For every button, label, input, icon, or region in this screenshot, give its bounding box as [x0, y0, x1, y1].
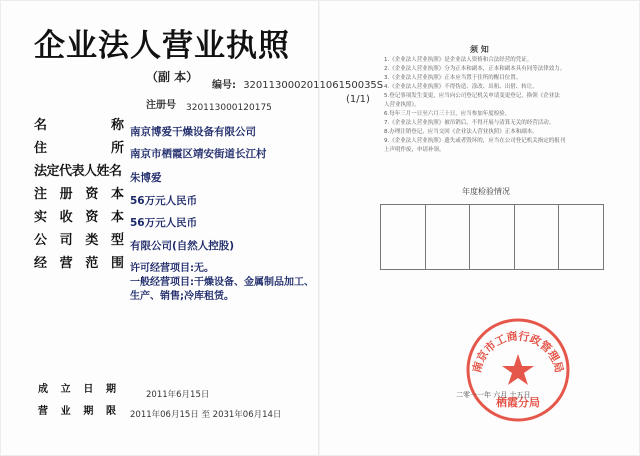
label-char: 资 — [85, 187, 99, 202]
label-char: 所 — [110, 141, 124, 156]
label-char: 注 — [34, 187, 48, 202]
notice-item: 上声明作废，申请补领。 — [384, 147, 445, 153]
copy-count: (1/1) — [346, 94, 370, 105]
general-items-value: 干燥设备、金属制品加工、生产、销售;冷库租赁。 — [130, 277, 314, 302]
annual-check-cell — [515, 205, 560, 269]
field-label-company-type — [34, 229, 124, 248]
label-char: 收 — [59, 210, 73, 225]
registration-label: 注册号 — [146, 100, 176, 111]
notice-item: 5.登记事项发生变更，应当向公司登记机关申请变更登记，换领《企业法 — [384, 93, 560, 99]
license-title: 企业法人营业执照 — [34, 28, 290, 64]
general-items-row — [130, 276, 320, 304]
label-char: 营 — [59, 256, 73, 271]
label-char: 名 — [34, 118, 48, 133]
registered-capital: 56万元人民币 — [130, 195, 198, 207]
annual-check-cell — [559, 205, 603, 269]
licensed-items-label: 许可经营项目: — [130, 263, 194, 274]
field-label-business-scope — [34, 252, 124, 271]
official-seal — [464, 316, 572, 424]
annual-check-table — [380, 204, 604, 270]
notice-item: 8.办理注销登记，应当交回《企业法人营业执照》正本和副本。 — [384, 129, 538, 135]
notice-heading: 须 知 — [470, 45, 489, 54]
issue-date: 二零一一年 六月 十五日 — [456, 391, 531, 399]
label-char: 本 — [110, 210, 124, 225]
paid-in-capital: 56万元人民币 — [130, 217, 198, 229]
field-label-address — [34, 137, 124, 156]
seal-branch-text: 栖霞分局 — [496, 396, 540, 409]
founded-date: 2011年6月15日 — [146, 390, 210, 400]
operating-term: 2011年06月15日 至 2031年06月14日 — [130, 410, 282, 420]
fold-line — [318, 0, 320, 456]
label-char: 类 — [85, 233, 99, 248]
serial-number: 320113000201106150035S — [243, 80, 384, 91]
notice-list — [384, 56, 616, 155]
label-char: 册 — [59, 187, 73, 202]
field-label-registered-capital — [34, 183, 124, 202]
notice-item: 人营业执照》。 — [384, 102, 420, 108]
copy-type: （副 本） — [146, 70, 199, 84]
label-char: 业 — [60, 406, 71, 417]
field-label-name — [34, 114, 124, 133]
notice-item: 9.《企业法人营业执照》遗失或者毁坏的，应当在公司登记机关指定的报刊 — [384, 138, 566, 144]
label-char: 实 — [34, 210, 48, 225]
label-char: 公 — [34, 233, 48, 248]
annual-check-heading: 年度检验情况 — [462, 187, 510, 196]
label-char: 期 — [83, 406, 94, 417]
licensed-items-value: 无。 — [194, 263, 214, 274]
label-char: 资 — [85, 210, 99, 225]
label-char: 本 — [110, 187, 124, 202]
field-label-legal-rep: 法定代表人姓名 — [34, 164, 122, 179]
seal-org-text: 南京市工商行政管理局 — [470, 329, 566, 375]
label-char: 日 — [83, 384, 94, 395]
annual-check-cell — [381, 205, 426, 269]
label-char: 司 — [59, 233, 73, 248]
notice-item: 4.《企业法人营业执照》不得伪造、涂改、出租、出借、转让。 — [384, 84, 538, 90]
label-char: 期 — [105, 384, 116, 395]
label-char: 成 — [38, 384, 48, 395]
licensed-items-row — [130, 262, 320, 276]
company-address: 南京市栖霞区靖安街道长江村 — [130, 148, 267, 160]
notice-item: 1.《企业法人营业执照》是企业法人资格和合法经营的凭证。 — [384, 57, 533, 63]
legal-representative: 朱博爱 — [130, 172, 162, 184]
label-char: 型 — [110, 233, 124, 248]
label-char: 营 — [38, 406, 48, 417]
label-char: 范 — [85, 256, 99, 271]
notice-item: 3.《企业法人营业执照》正本应当置于住所的醒目位置。 — [384, 75, 522, 81]
notice-item: 7.《企业法人营业执照》被吊销后，不得开展与清算无关的经营活动。 — [384, 120, 555, 126]
notice-item: 6.每年三月一日至六月三十日，应当参加年度检验。 — [384, 111, 511, 117]
serial-row — [212, 76, 383, 91]
notice-item: 2.《企业法人营业执照》分为正本和副本，正本和副本具有同等法律效力。 — [384, 66, 566, 72]
founded-date-label — [38, 380, 116, 395]
label-char: 称 — [110, 118, 124, 133]
general-items-label: 一般经营项目: — [130, 277, 194, 288]
field-label-paid-capital — [34, 206, 124, 225]
label-char: 立 — [60, 384, 71, 395]
seal-star-icon — [502, 354, 534, 385]
registration-number: 320113000120175 — [186, 103, 272, 113]
company-type: 有限公司(自然人控股) — [130, 240, 235, 252]
operating-term-label — [38, 402, 116, 417]
label-char: 限 — [105, 406, 116, 417]
annual-check-cell — [470, 205, 515, 269]
label-char: 围 — [110, 256, 124, 271]
label-char: 住 — [34, 141, 48, 156]
company-name: 南京博爱干燥设备有限公司 — [130, 126, 256, 138]
annual-check-cell — [426, 205, 471, 269]
business-scope — [130, 262, 320, 304]
serial-label: 编号: — [212, 80, 236, 91]
label-char: 经 — [34, 256, 48, 271]
